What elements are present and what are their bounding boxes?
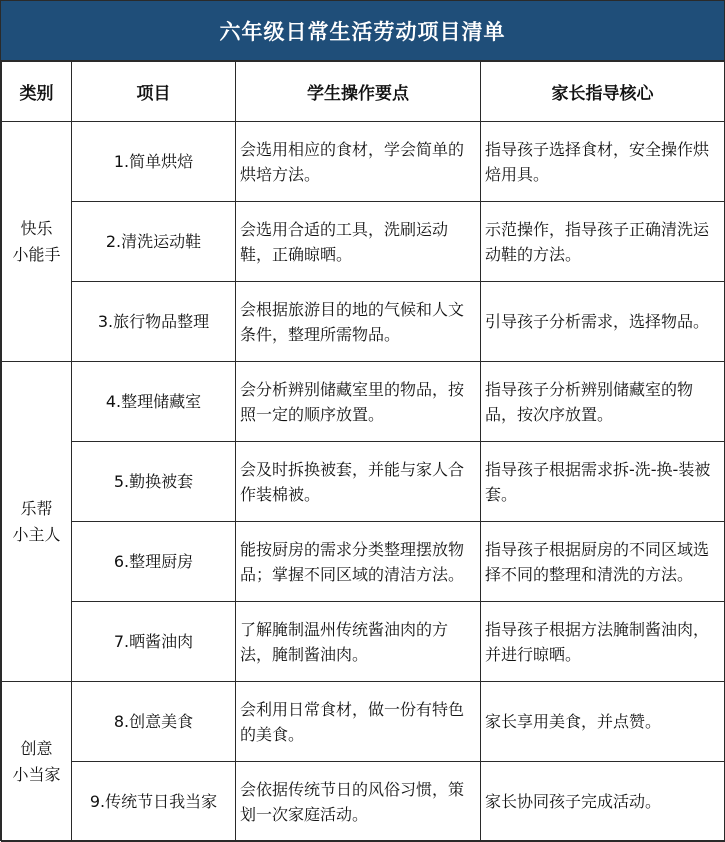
item-cell: 9.传统节日我当家 — [72, 762, 236, 842]
table-row — [2, 202, 725, 282]
item-cell: 5.勤换被套 — [72, 442, 236, 522]
header-category: 类别 — [2, 62, 72, 122]
header-parent-guidance: 家长指导核心 — [481, 62, 725, 122]
table-row — [2, 282, 725, 362]
header-item: 项目 — [72, 62, 236, 122]
student-points-cell: 会选用相应的食材，学会简单的烘培方法。 — [236, 122, 481, 202]
student-points-cell: 了解腌制温州传统酱油肉的方法，腌制酱油肉。 — [236, 602, 481, 682]
table-row — [2, 682, 725, 762]
parent-guidance-cell: 家长享用美食，并点赞。 — [481, 682, 725, 762]
parent-guidance-cell: 家长协同孩子完成活动。 — [481, 762, 725, 842]
header-student-points: 学生操作要点 — [236, 62, 481, 122]
student-points-cell: 会选用合适的工具，洗刷运动鞋，正确晾晒。 — [236, 202, 481, 282]
item-cell: 6.整理厨房 — [72, 522, 236, 602]
table-row — [2, 602, 725, 682]
item-cell: 3.旅行物品整理 — [72, 282, 236, 362]
table-row — [2, 762, 725, 842]
student-points-cell: 能按厨房的需求分类整理摆放物品；掌握不同区域的清洁方法。 — [236, 522, 481, 602]
parent-guidance-cell: 指导孩子选择食材，安全操作烘焙用具。 — [481, 122, 725, 202]
table-row — [2, 522, 725, 602]
labor-list-table — [1, 61, 725, 842]
parent-guidance-cell: 指导孩子根据厨房的不同区域选择不同的整理和清洗的方法。 — [481, 522, 725, 602]
header-row — [2, 62, 725, 122]
student-points-cell: 会依据传统节日的风俗习惯，策划一次家庭活动。 — [236, 762, 481, 842]
student-points-cell: 会根据旅游目的地的气候和人文条件，整理所需物品。 — [236, 282, 481, 362]
parent-guidance-cell: 指导孩子分析辨别储藏室的物品，按次序放置。 — [481, 362, 725, 442]
student-points-cell: 会分析辨别储藏室里的物品，按照一定的顺序放置。 — [236, 362, 481, 442]
parent-guidance-cell: 指导孩子根据需求拆-洗-换-装被套。 — [481, 442, 725, 522]
item-cell: 2.清洗运动鞋 — [72, 202, 236, 282]
table-row — [2, 122, 725, 202]
table-row — [2, 362, 725, 442]
item-cell: 8.创意美食 — [72, 682, 236, 762]
parent-guidance-cell: 引导孩子分析需求，选择物品。 — [481, 282, 725, 362]
item-cell: 1.简单烘焙 — [72, 122, 236, 202]
parent-guidance-cell: 指导孩子根据方法腌制酱油肉，并进行晾晒。 — [481, 602, 725, 682]
parent-guidance-cell: 示范操作，指导孩子正确清洗运动鞋的方法。 — [481, 202, 725, 282]
category-cell: 快乐 小能手 — [2, 122, 72, 362]
table-title: 六年级日常生活劳动项目清单 — [1, 1, 724, 61]
student-points-cell: 会利用日常食材，做一份有特色的美食。 — [236, 682, 481, 762]
category-cell: 创意 小当家 — [2, 682, 72, 842]
table-row — [2, 442, 725, 522]
category-cell: 乐帮 小主人 — [2, 362, 72, 682]
item-cell: 4.整理储藏室 — [72, 362, 236, 442]
student-points-cell: 会及时拆换被套，并能与家人合作装棉被。 — [236, 442, 481, 522]
item-cell: 7.晒酱油肉 — [72, 602, 236, 682]
